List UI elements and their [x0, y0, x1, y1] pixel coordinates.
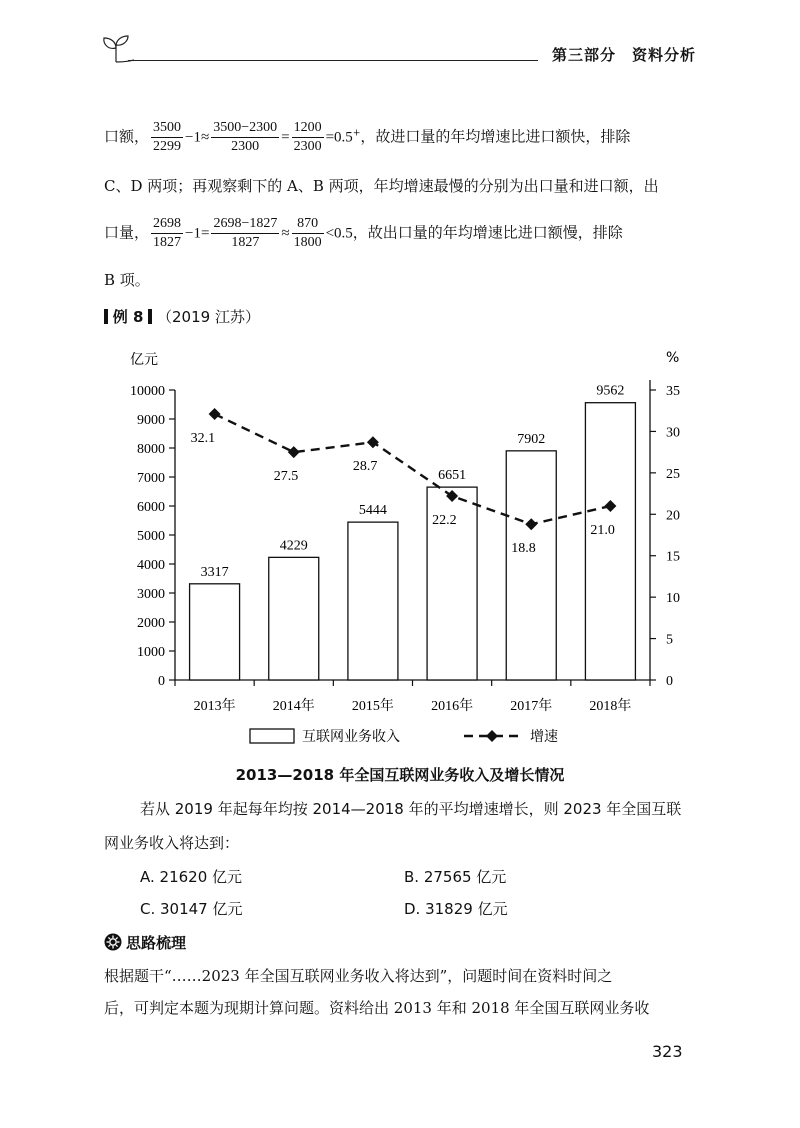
paragraph-line-1: [104, 120, 630, 155]
left-tick-label: 0: [158, 674, 165, 689]
chart-title: 2013—2018 年全国互联网业务收入及增长情况: [235, 766, 565, 784]
legend-line-label: 增速: [530, 729, 558, 745]
option-a: A. 21620 亿元: [140, 868, 243, 886]
x-tick-label: 2016年: [431, 699, 474, 714]
numerator: 2698−1827: [211, 216, 279, 234]
section-line-1: 根据题干“……2023 年全国互联网业务收入将达到”，问题时间在资料时间之: [104, 967, 613, 985]
x-tick-label: 2013年: [193, 699, 236, 714]
section-title: 思路梳理: [126, 934, 187, 952]
numerator: 2698: [151, 216, 183, 234]
right-axis-unit: %: [666, 350, 680, 366]
bar: [348, 522, 398, 680]
denominator: 1827: [153, 235, 182, 250]
right-tick-label: 0: [666, 674, 673, 689]
option-c: C. 30147 亿元: [140, 900, 243, 918]
left-tick-label: 8000: [137, 442, 165, 457]
question-stem-line-2: 网业务收入将达到：: [104, 834, 240, 852]
paragraph-line-3: [104, 216, 623, 251]
fraction: [211, 216, 279, 251]
superscript: +: [352, 128, 361, 139]
text: −1=: [185, 225, 210, 242]
text: ，故进口量的年均增速比进口额快，排除: [360, 127, 631, 146]
header-section-title: 第三部分 资料分析: [552, 46, 697, 64]
bar: [506, 451, 556, 680]
right-tick-label: 30: [666, 425, 680, 441]
growth-value-label: 18.8: [511, 541, 536, 557]
header-rule: [128, 60, 538, 61]
bar-value-label: 3317: [200, 564, 229, 580]
right-tick-label: 25: [666, 466, 680, 482]
x-tick-label: 2018年: [589, 699, 632, 714]
left-tick-label: 7000: [137, 471, 165, 486]
fraction: [292, 120, 324, 155]
section-line-2: 后，可判定本题为现期计算问题。资料给出 2013 年和 2018 年全国互联网业务收: [104, 999, 650, 1017]
question-stem-line-1: 若从 2019 年起每年均按 2014—2018 年的平均增速增长，则 2023 年全国互联: [140, 800, 682, 818]
bar: [585, 403, 635, 680]
left-tick-label: 5000: [137, 529, 165, 544]
revenue-growth-chart: [90, 340, 710, 760]
fraction: [211, 120, 279, 155]
page-number: 323: [652, 1042, 683, 1061]
denominator: 2300: [231, 139, 260, 154]
growth-point: [209, 408, 221, 420]
left-tick-label: 6000: [137, 500, 165, 515]
bar: [269, 557, 319, 680]
bar-value-label: 5444: [358, 503, 387, 519]
growth-value-label: 27.5: [273, 469, 299, 485]
left-tick-label: 1000: [137, 645, 165, 660]
legend-bar-swatch: [250, 729, 294, 743]
numerator: 3500: [151, 120, 183, 138]
denominator: 2299: [153, 139, 182, 154]
growth-value-label: 32.1: [190, 431, 216, 447]
right-tick-label: 15: [666, 549, 680, 565]
example-source: （2019 江苏）: [157, 308, 260, 326]
growth-value-label: 28.7: [352, 459, 378, 475]
numerator: 3500−2300: [211, 120, 279, 138]
growth-point: [288, 446, 300, 458]
denominator: 1827: [231, 235, 260, 250]
fraction: [151, 216, 183, 251]
left-tick-label: 3000: [137, 587, 165, 602]
paragraph-line-2: C、D 两项；再观察剩下的 A、B 两项，年均增速最慢的分别为出口量和进口额，出: [104, 177, 659, 195]
option-d: D. 31829 亿元: [404, 900, 508, 918]
bar-value-label: 7902: [517, 431, 546, 447]
x-tick-label: 2014年: [272, 699, 315, 714]
section-heading: [104, 932, 186, 953]
left-tick-label: 9000: [137, 413, 165, 428]
text: −1≈: [185, 129, 210, 146]
text: ≈: [281, 225, 290, 242]
example-label: [104, 306, 260, 327]
example-bar-right: [148, 309, 152, 324]
x-tick-label: 2017年: [510, 699, 553, 714]
growth-value-label: 21.0: [590, 523, 615, 538]
text: <0.5，故出口量的年均增速比进口额慢，排除: [325, 225, 623, 242]
right-tick-label: 10: [666, 591, 680, 607]
bar-value-label: 6651: [438, 468, 467, 484]
numerator: 870: [292, 216, 324, 234]
text: 口额，: [104, 127, 150, 146]
growth-value-label: 22.2: [432, 513, 457, 529]
bar: [190, 584, 240, 680]
denominator: 2300: [293, 139, 322, 154]
text: =0.5: [325, 129, 353, 146]
text: =: [281, 129, 290, 146]
paragraph-line-4: B 项。: [104, 271, 150, 289]
legend-line-marker: [486, 730, 498, 742]
example-bar-left: [104, 309, 108, 324]
denominator: 1800: [293, 235, 322, 250]
bar-value-label: 4229: [279, 538, 308, 554]
fraction: [292, 216, 324, 251]
legend-bar-label: 互联网业务收入: [302, 729, 400, 745]
bar-value-label: 9562: [596, 383, 625, 399]
right-tick-label: 5: [666, 632, 673, 648]
left-tick-label: 2000: [137, 616, 165, 631]
x-tick-label: 2015年: [351, 699, 394, 714]
option-b: B. 27565 亿元: [404, 868, 507, 886]
text: 口量，: [104, 223, 150, 242]
example-number: 例 8: [112, 308, 144, 326]
gear-icon: [104, 933, 122, 951]
numerator: 1200: [292, 120, 324, 138]
left-axis-unit: 亿元: [130, 352, 158, 368]
right-tick-label: 35: [666, 384, 680, 399]
left-tick-label: 10000: [130, 384, 165, 399]
fraction: [151, 120, 183, 155]
right-tick-label: 20: [666, 508, 680, 524]
left-tick-label: 4000: [137, 558, 165, 573]
